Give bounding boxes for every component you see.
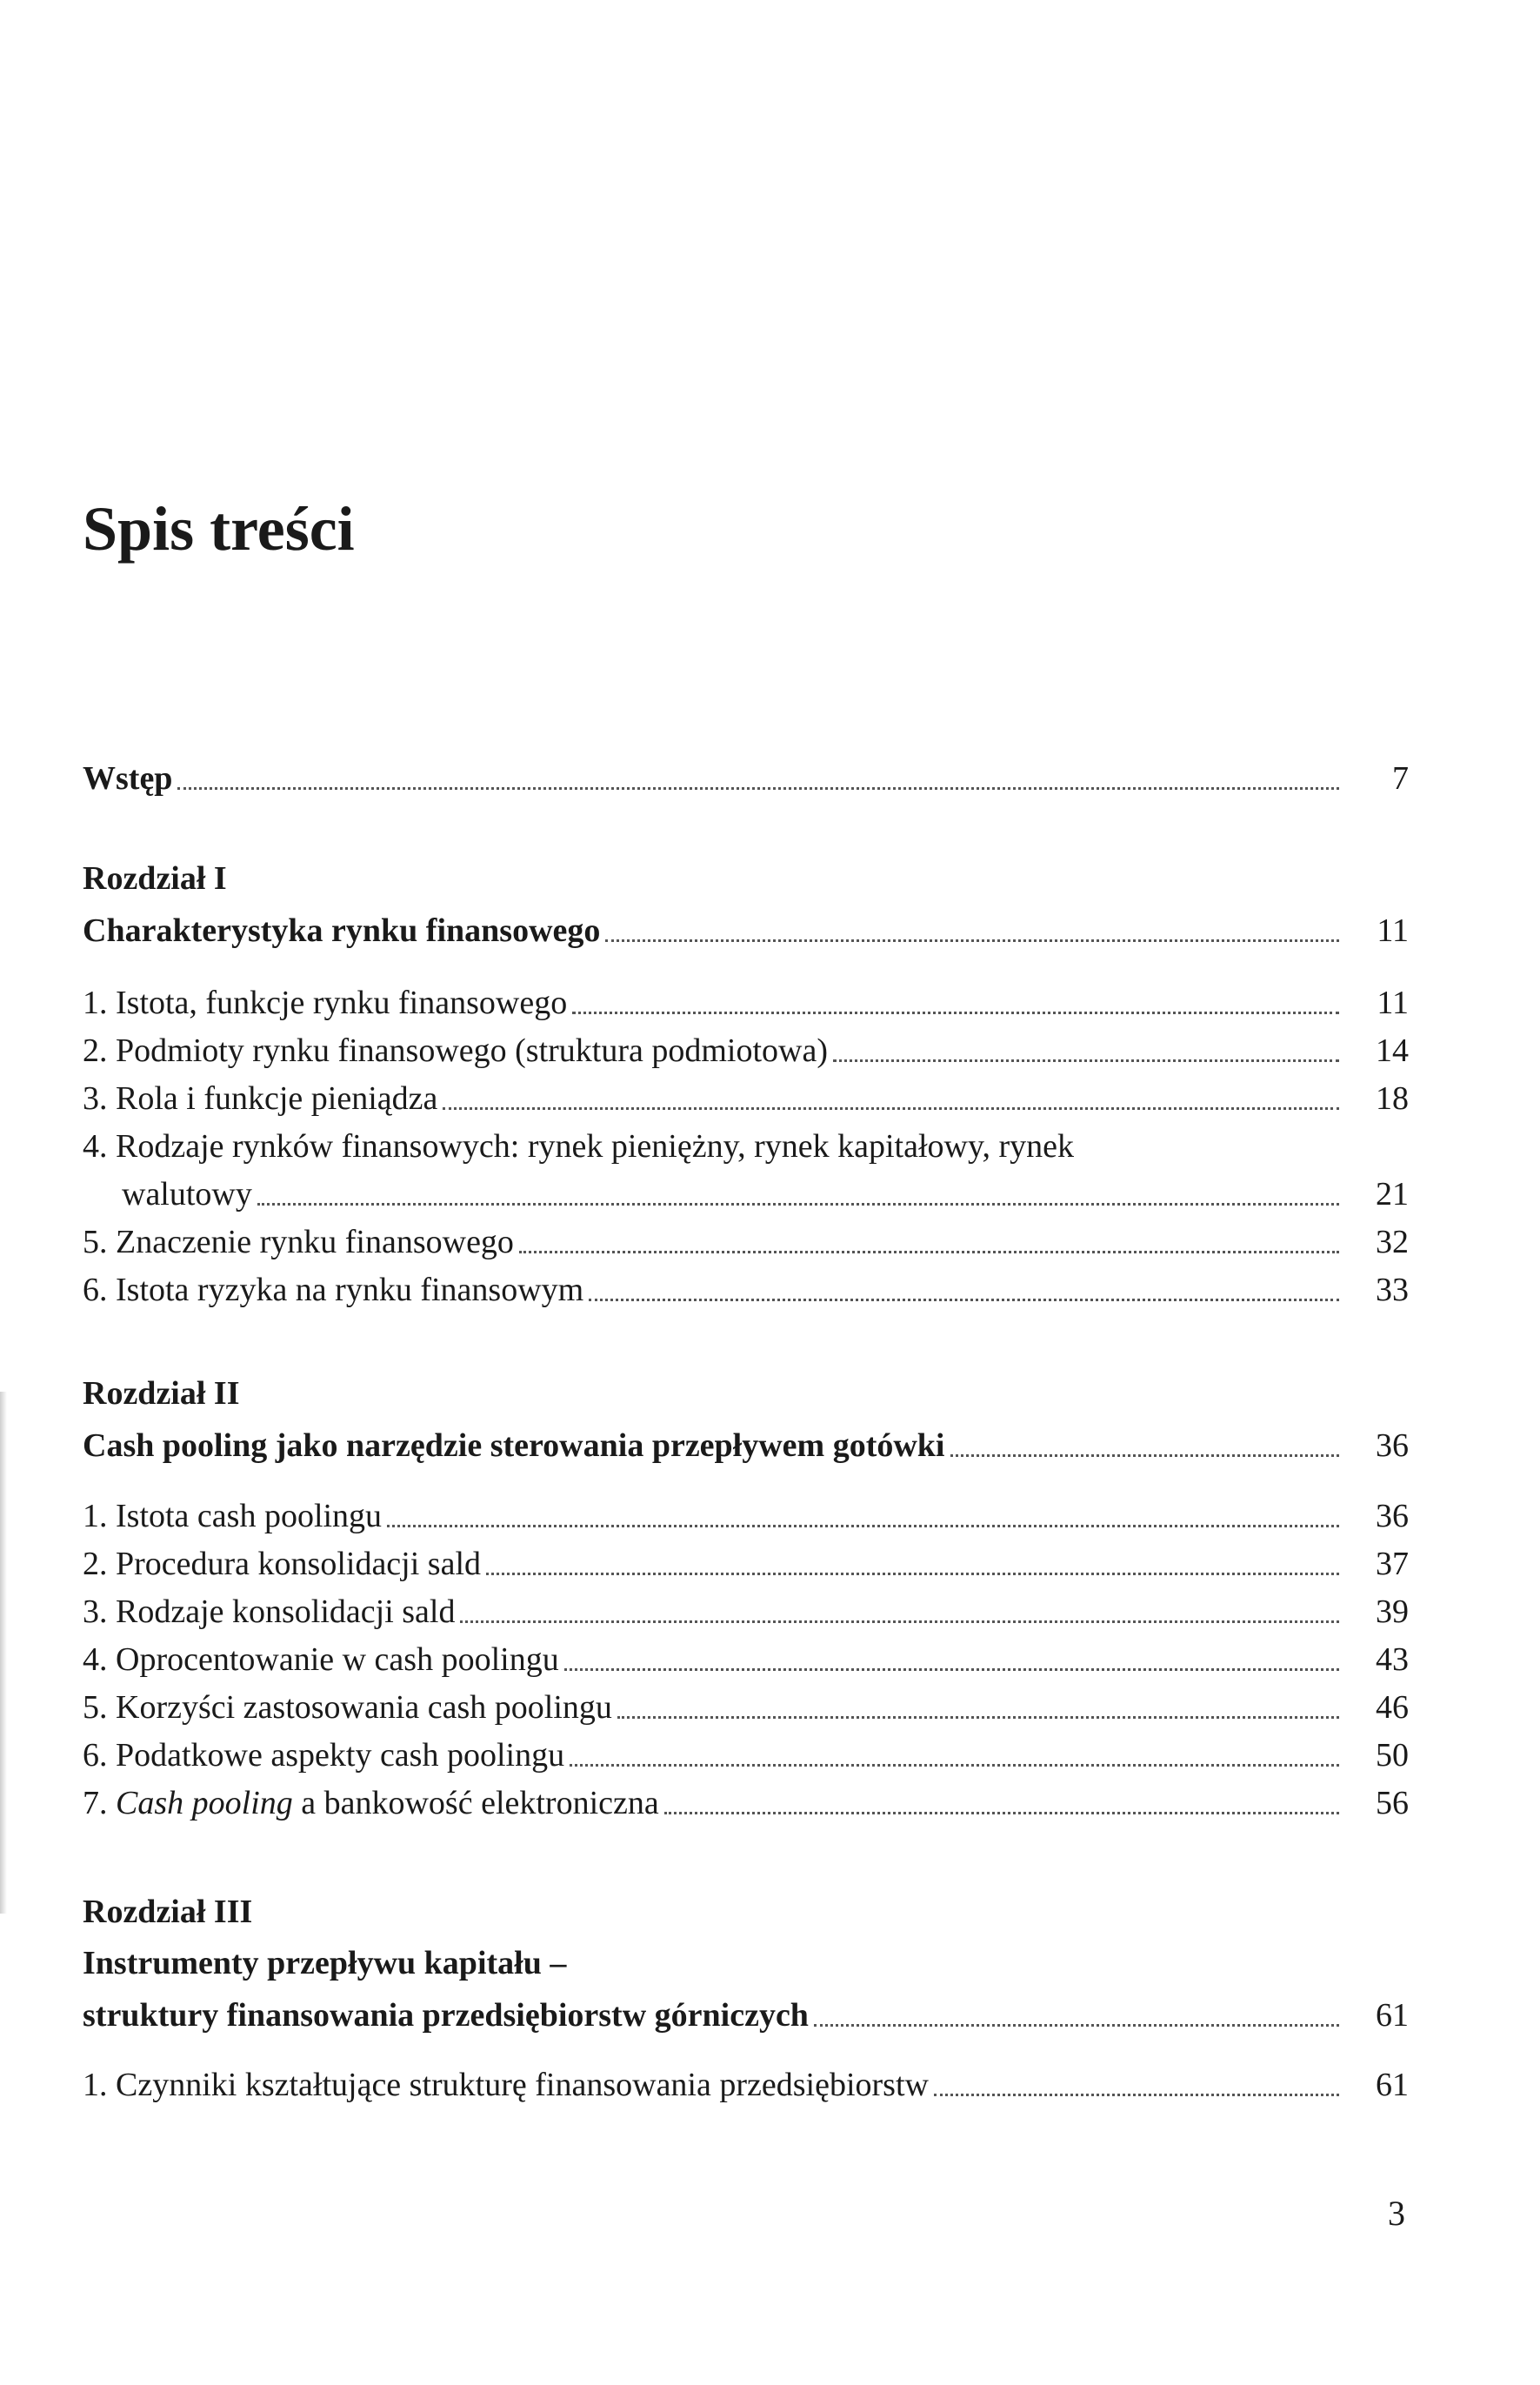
- dot-leader: [617, 1716, 1339, 1719]
- dot-leader: [570, 1764, 1339, 1767]
- dot-leader: [486, 1573, 1339, 1575]
- toc-entry-label: 3. Rodzaje konsolidacji sald: [83, 1593, 456, 1630]
- page-number: 3: [1388, 2194, 1405, 2233]
- toc-entry-label: 5. Znaczenie rynku finansowego: [83, 1224, 514, 1260]
- toc-entry-page: 32: [1376, 1224, 1409, 1260]
- toc-entry-page: 37: [1376, 1546, 1409, 1582]
- dot-leader: [605, 939, 1339, 942]
- toc-entry-page: 61: [1376, 2067, 1409, 2103]
- dot-leader: [572, 1012, 1339, 1014]
- toc-entry-page: 7: [1392, 760, 1409, 797]
- toc-entry-page: 11: [1377, 985, 1409, 1021]
- page-title: Spis treści: [83, 494, 355, 564]
- toc-entry: [83, 1638, 1409, 1681]
- dot-leader: [519, 1251, 1339, 1253]
- item-rest: a bankowość elektroniczna: [292, 1785, 659, 1821]
- toc-entry-label: 6. Podatkowe aspekty cash poolingu: [83, 1737, 565, 1774]
- chapter-title-3: [83, 1994, 1409, 2037]
- dot-leader: [664, 1812, 1339, 1814]
- dot-leader: [934, 2094, 1339, 2096]
- toc-entry-label: Cash pooling jako narzędzie sterowania przepływem gotówki: [83, 1427, 945, 1464]
- toc-entry-page: 33: [1376, 1272, 1409, 1308]
- toc-entry-page: 36: [1376, 1498, 1409, 1534]
- toc-entry-label: 1. Istota, funkcje rynku finansowego: [83, 985, 568, 1021]
- dot-leader: [443, 1107, 1339, 1110]
- toc-entry-page: 18: [1376, 1080, 1409, 1117]
- toc-entry-page: 46: [1376, 1689, 1409, 1726]
- toc-entry-page: 61: [1376, 1997, 1409, 2034]
- toc-entry-label: 2. Podmioty rynku finansowego (struktura podmiotowa): [83, 1032, 829, 1069]
- toc-entry-page: 21: [1376, 1176, 1409, 1213]
- toc-entry: [83, 981, 1409, 1025]
- toc-entry-label: 4. Oprocentowanie w cash poolingu: [83, 1641, 559, 1678]
- toc-entry: [83, 2063, 1409, 2107]
- toc-entry: [83, 1077, 1409, 1120]
- item-italic-term: Cash pooling: [116, 1785, 293, 1821]
- toc-entry-label: 1. Czynniki kształtujące strukturę finansowania przedsiębiorstw: [83, 2067, 929, 2103]
- dot-leader: [460, 1620, 1339, 1623]
- toc-entry: [83, 1220, 1409, 1264]
- dot-leader: [833, 1059, 1339, 1062]
- chapter-heading-2: Rozdział II: [83, 1375, 240, 1412]
- toc-entry-intro: [83, 757, 1409, 800]
- dot-leader: [814, 2024, 1339, 2027]
- toc-entry: [83, 1172, 1409, 1216]
- toc-entry: [83, 1590, 1409, 1633]
- chapter-heading-1: Rozdział I: [83, 860, 227, 897]
- toc-entry-page: 50: [1376, 1737, 1409, 1774]
- toc-entry-label: Wstęp: [83, 760, 173, 797]
- toc-entry-label: 6. Istota ryzyka na rynku finansowym: [83, 1272, 584, 1308]
- scan-edge-shadow: [0, 1392, 7, 1914]
- dot-leader: [589, 1299, 1339, 1301]
- toc-entry-page: 43: [1376, 1641, 1409, 1678]
- toc-entry: [83, 1734, 1409, 1777]
- toc-entry-label: [83, 1781, 659, 1825]
- chapter-title-3-line1: Instrumenty przepływu kapitału –: [83, 1945, 567, 1981]
- toc-entry-page: 14: [1376, 1032, 1409, 1069]
- toc-entry-label: 2. Procedura konsolidacji sald: [83, 1546, 482, 1582]
- toc-entry-label: struktury finansowania przedsiębiorstw górniczych: [83, 1997, 809, 2034]
- dot-leader: [257, 1203, 1339, 1206]
- dot-leader: [387, 1525, 1339, 1527]
- dot-leader: [564, 1668, 1339, 1671]
- toc-entry-page: 36: [1376, 1427, 1409, 1464]
- chapter-heading-3: Rozdział III: [83, 1894, 253, 1930]
- toc-entry-continuation: walutowy: [122, 1176, 252, 1213]
- toc-entry-page: 56: [1376, 1785, 1409, 1821]
- toc-entry-line: 4. Rodzaje rynków finansowych: rynek pieniężny, rynek kapitałowy, rynek: [83, 1128, 1075, 1165]
- toc-entry-label: Charakterystyka rynku finansowego: [83, 912, 601, 949]
- dot-leader: [177, 787, 1339, 790]
- toc-entry-label: 5. Korzyści zastosowania cash poolingu: [83, 1689, 612, 1726]
- chapter-title-1: [83, 909, 1409, 952]
- toc-entry: [83, 1494, 1409, 1538]
- toc-entry-page: 11: [1377, 912, 1409, 949]
- dot-leader: [950, 1454, 1339, 1457]
- toc-entry-label: 1. Istota cash poolingu: [83, 1498, 383, 1534]
- toc-entry-page: 39: [1376, 1593, 1409, 1630]
- chapter-title-2: [83, 1424, 1409, 1467]
- toc-entry: [83, 1268, 1409, 1312]
- toc-entry: [83, 1781, 1409, 1825]
- toc-entry-label: 3. Rola i funkcje pieniądza: [83, 1080, 438, 1117]
- toc-entry: [83, 1542, 1409, 1586]
- toc-entry: [83, 1686, 1409, 1729]
- item-number: 7.: [83, 1785, 116, 1821]
- toc-entry: [83, 1029, 1409, 1072]
